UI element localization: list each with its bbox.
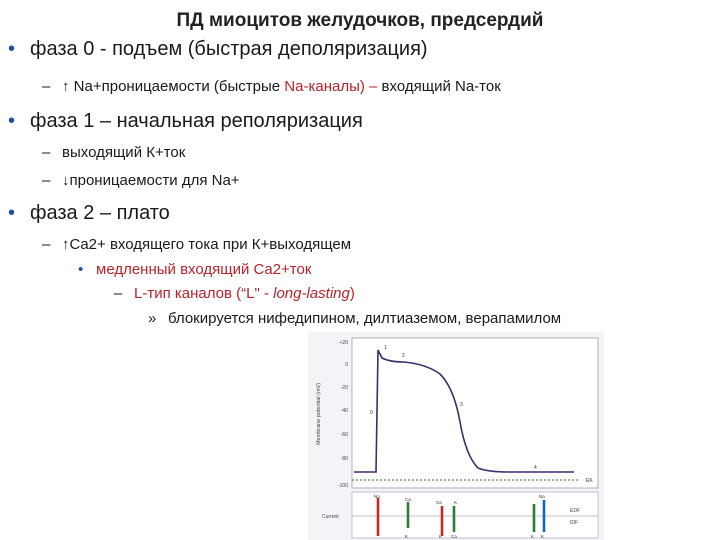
- phase0-text: фаза 0 - подъем (быстрая деполяризация): [30, 38, 428, 60]
- phase0-sub-text-a: Na+проницаемости (быстрые: [69, 78, 285, 95]
- dash-marker: –: [114, 285, 123, 302]
- dash-marker: –: [42, 78, 51, 95]
- up-arrow: ↑: [62, 78, 70, 95]
- phase2-sub-sub-text: медленный входящий Ca2+ток: [96, 261, 312, 278]
- ion-label: Na: [539, 494, 545, 499]
- y-axis-label: Membrane potential (mV): [316, 382, 322, 446]
- y-tick-label: -80: [340, 456, 348, 462]
- y-tick-label: -60: [340, 432, 348, 438]
- phase0-sub-text-red: Na-каналы) –: [284, 78, 382, 95]
- y-tick-label: -20: [340, 385, 348, 391]
- bullet-phase1-sub1: [42, 144, 185, 161]
- phase-label: 0: [370, 410, 373, 416]
- bullet-phase0: [8, 38, 428, 61]
- dash-marker: –: [42, 172, 51, 189]
- bullet-ltype: [114, 285, 355, 302]
- bullet-marker: •: [8, 38, 16, 60]
- current-panel: [352, 492, 598, 538]
- phase1-text: фаза 1 – начальная реполяризация: [30, 110, 363, 132]
- phase-label: 2: [402, 353, 405, 359]
- bullet-marker: •: [8, 110, 16, 132]
- bullet-phase2-sub-sub: [78, 261, 311, 278]
- dash-marker: –: [42, 236, 51, 253]
- ion-label: K: [405, 534, 409, 539]
- bullet-marker: »: [148, 310, 157, 327]
- bullet-phase0-sub: [42, 78, 501, 95]
- ion-label: K: [439, 534, 443, 539]
- dash-marker: –: [42, 144, 51, 161]
- bullet-marker: •: [8, 202, 16, 224]
- ion-label: Ca: [436, 500, 442, 505]
- phase0-sub-text-b: входящий Na-ток: [381, 78, 501, 95]
- idf-label: IDF: [570, 520, 579, 526]
- edf-label: EDF: [570, 508, 580, 514]
- bullet-marker: •: [78, 261, 84, 278]
- ltype-text-italic: long-lasting: [273, 285, 350, 302]
- ek-label: EK: [586, 478, 593, 484]
- phase2-text: фаза 2 – плато: [30, 202, 170, 224]
- phase-label: 1: [384, 345, 387, 351]
- ltype-text-b: ): [349, 285, 355, 302]
- bullet-phase2-sub: [42, 236, 351, 253]
- slide-title: ПД миоцитов желудочков, предсердий: [176, 10, 544, 31]
- phase-label: 3: [460, 402, 463, 408]
- ion-label: K: [454, 500, 458, 505]
- phase2-sub-text: ↑Ca2+ входящего тока при К+выходящем: [62, 236, 352, 253]
- blockers-text: блокируется нифедипином, дилтиаземом, верапамилом: [168, 310, 562, 327]
- ltype-text-a: L-тип каналов (“L" -: [134, 285, 274, 302]
- y-tick-label: 0: [345, 362, 348, 368]
- ion-label: K: [541, 534, 545, 539]
- phase-label: 4: [534, 465, 537, 471]
- y-tick-label: -100: [337, 483, 348, 489]
- current-label: Current: [322, 514, 339, 520]
- bullet-blockers: [148, 310, 561, 327]
- ion-label: Ca: [405, 497, 411, 502]
- ion-label: K: [531, 534, 535, 539]
- ion-label: Na: [374, 494, 380, 499]
- bullet-phase1-sub2: [42, 172, 240, 189]
- bullet-phase1: [8, 110, 363, 133]
- phase1-sub1-text: выходящий К+ток: [62, 144, 186, 161]
- y-tick-label: -40: [340, 408, 348, 414]
- phase1-sub2-text: ↓проницаемости для Na+: [62, 172, 240, 189]
- ion-label: Ca: [451, 534, 457, 539]
- action-potential-figure: [308, 332, 604, 540]
- bullet-phase2: [8, 202, 170, 225]
- y-tick-label: +20: [339, 340, 348, 346]
